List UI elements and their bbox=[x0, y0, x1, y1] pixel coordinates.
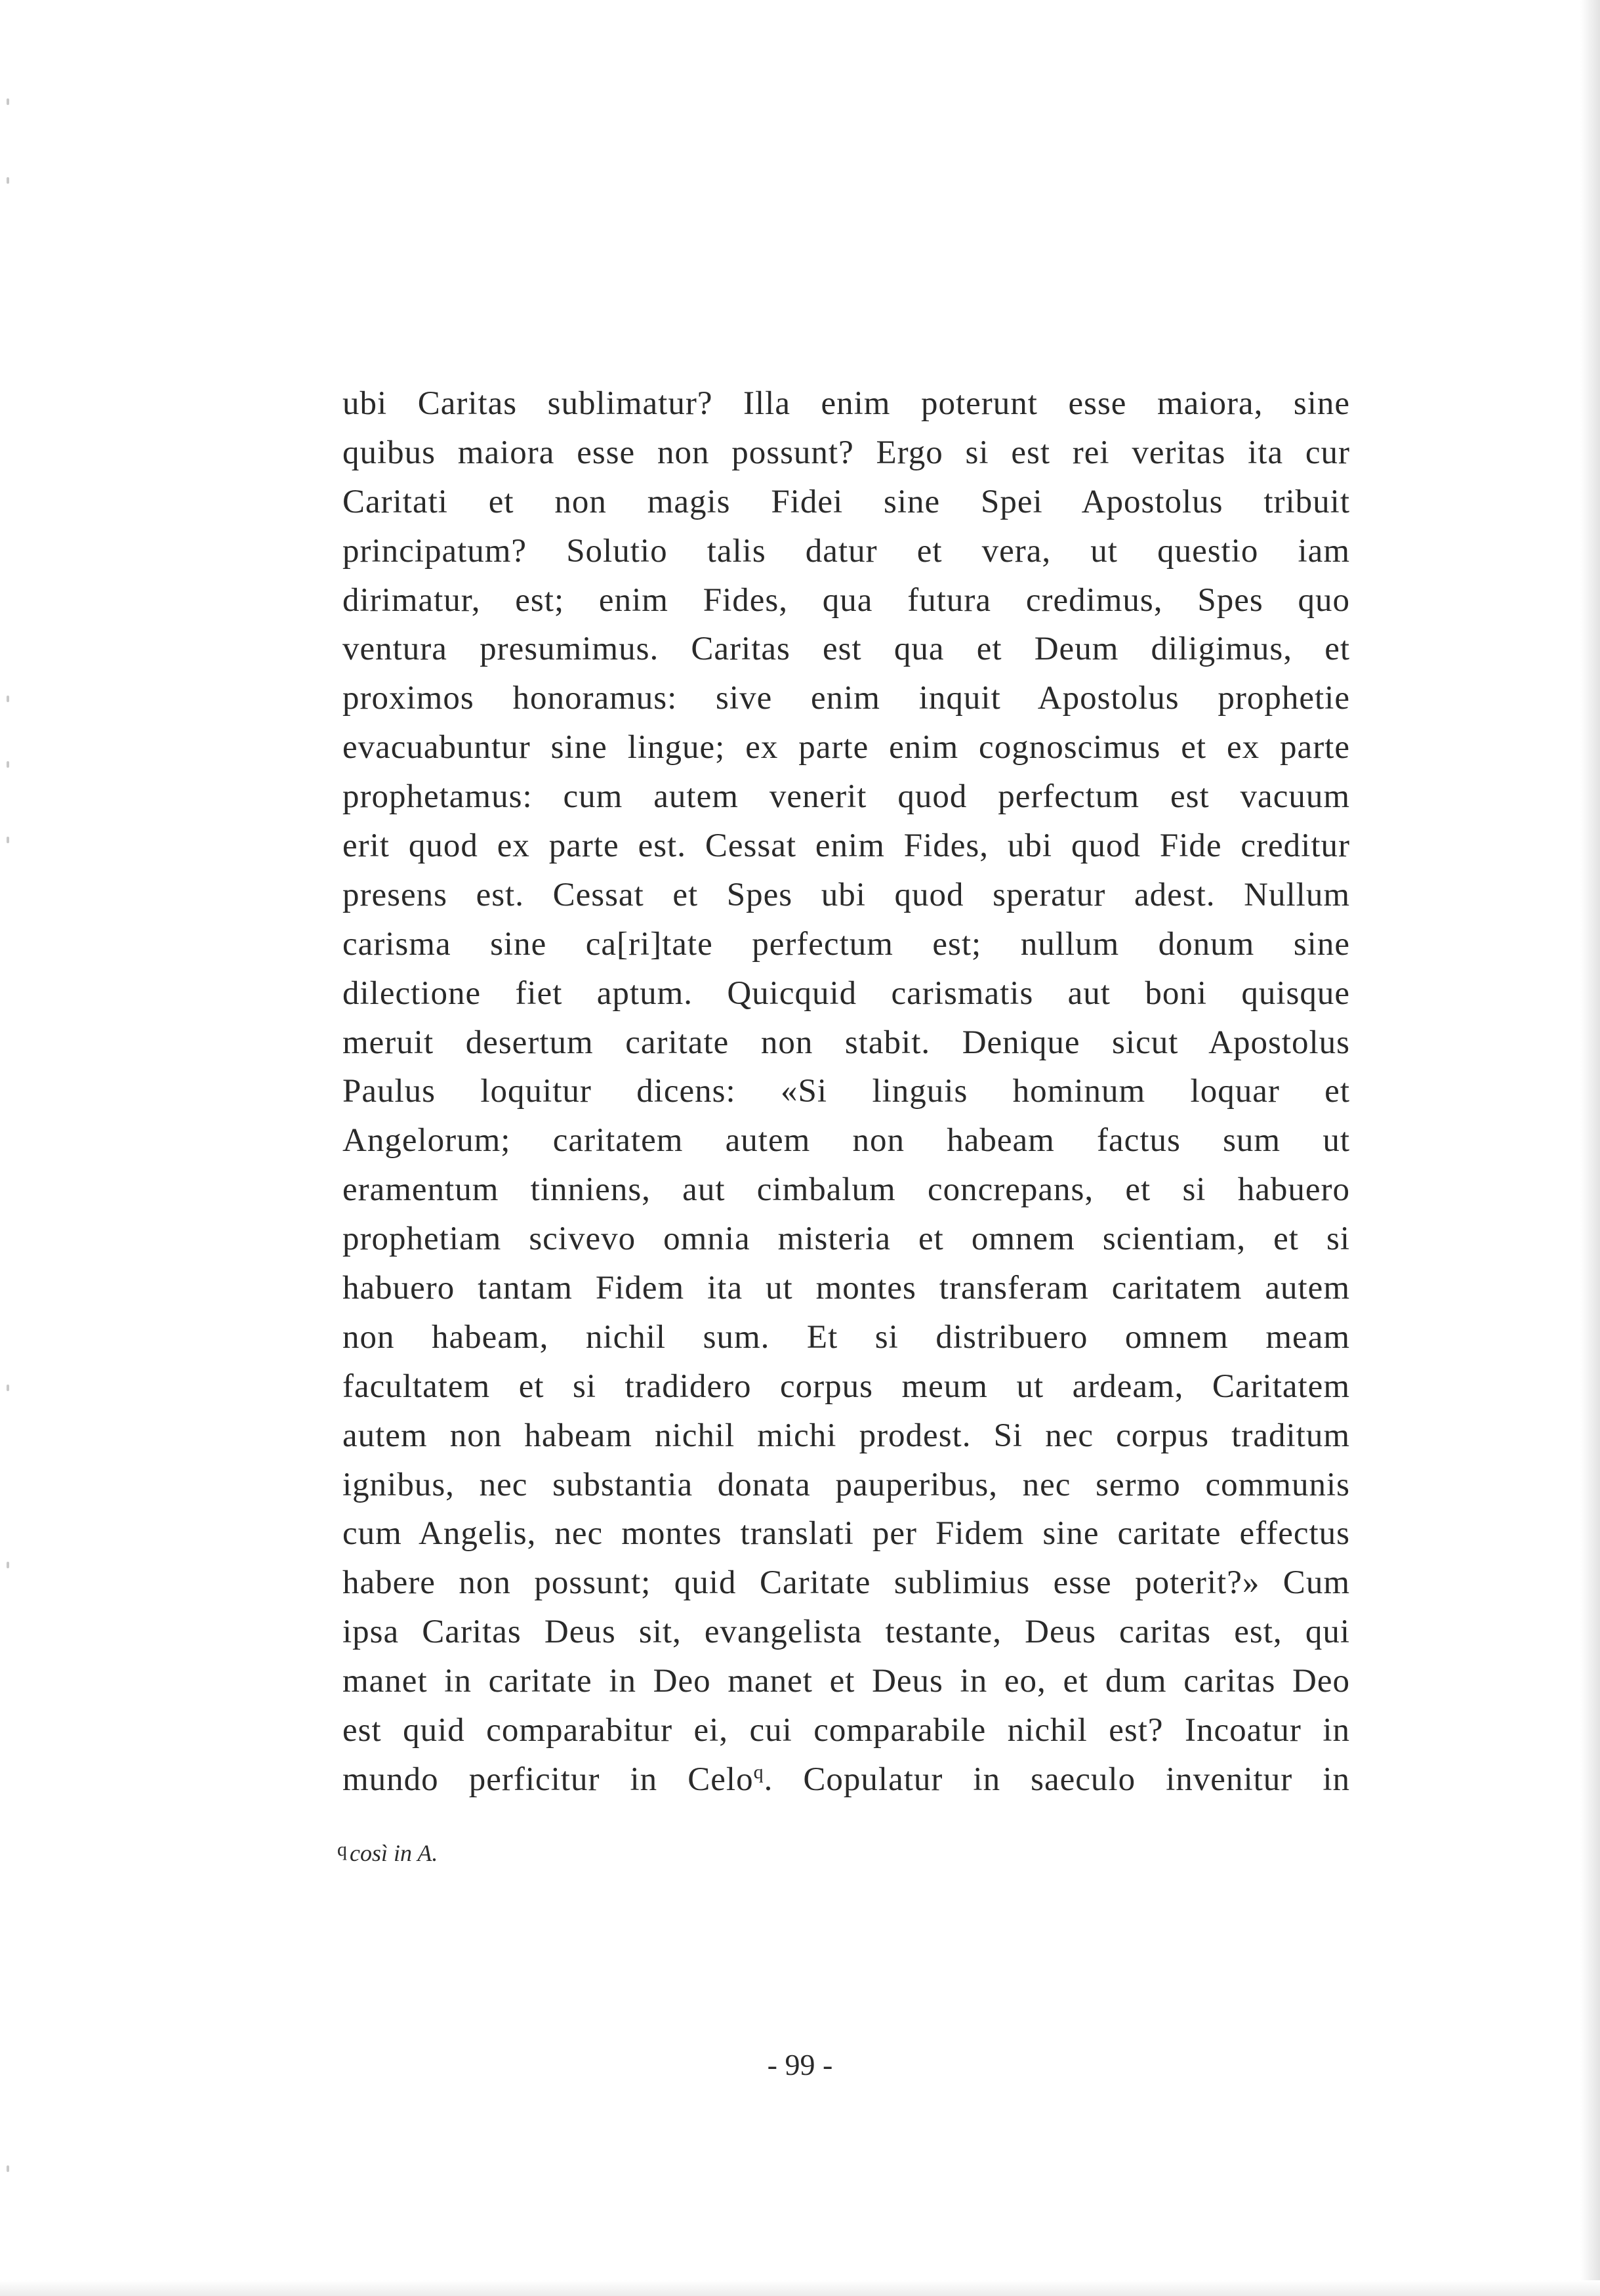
text-line-last bbox=[342, 1755, 1350, 1805]
page-bottom-shadow bbox=[0, 2280, 1600, 2296]
binding-mark bbox=[7, 761, 9, 768]
text-line: prophetiam scivevo omnia misteria et omnem scientiam, et si bbox=[342, 1221, 1350, 1258]
text-line: habere non possunt; quid Caritate sublimius esse poterit?» Cum bbox=[342, 1564, 1350, 1602]
text-line: presens est. Cessat et Spes ubi quod speratur adest. Nullum bbox=[342, 876, 1350, 913]
footnote-mark: q bbox=[337, 1839, 347, 1860]
text-line: meruit desertum caritate non stabit. Denique sicut Apostolus bbox=[342, 1024, 1350, 1061]
body-text bbox=[342, 379, 1350, 1805]
text-segment: mundo perficitur in Celo bbox=[342, 1761, 754, 1798]
text-line: dirimatur, est; enim Fides, qua futura credimus, Spes quo bbox=[342, 581, 1350, 619]
text-line: facultatem et si tradidero corpus meum ut ardeam, Caritatem bbox=[342, 1367, 1350, 1405]
text-segment: . Copulatur in saeculo invenitur in bbox=[764, 1761, 1350, 1798]
text-line: est quid comparabitur ei, cui comparabile nichil est? Incoatur in bbox=[342, 1712, 1350, 1749]
binding-mark bbox=[7, 837, 9, 843]
text-line: manet in caritate in Deo manet et Deus in eo, et dum caritas Deo bbox=[342, 1663, 1350, 1700]
binding-mark bbox=[7, 98, 9, 105]
page-edge-shadow bbox=[1580, 0, 1600, 2296]
text-line: ubi Caritas sublimatur? Illa enim poterunt esse maiora, sine bbox=[342, 385, 1350, 422]
text-line: Angelorum; caritatem autem non habeam factus sum ut bbox=[342, 1122, 1350, 1159]
text-line: ignibus, nec substantia donata pauperibus, nec sermo communis bbox=[342, 1466, 1350, 1503]
binding-mark bbox=[7, 177, 9, 184]
text-line: evacuabuntur sine lingue; ex parte enim cognoscimus et ex parte bbox=[342, 729, 1350, 766]
text-line: cum Angelis, nec montes translati per Fidem sine caritate effectus bbox=[342, 1515, 1350, 1553]
text-line: eramentum tinniens, aut cimbalum concrepans, et si habuero bbox=[342, 1171, 1350, 1209]
text-line: autem non habeam nichil michi prodest. Si nec corpus traditum bbox=[342, 1417, 1350, 1454]
text-line: ipsa Caritas Deus sit, evangelista testante, Deus caritas est, qui bbox=[342, 1614, 1350, 1651]
page-number: - 99 - bbox=[767, 2048, 833, 2081]
text-line: erit quod ex parte est. Cessat enim Fides, ubi quod Fide creditur bbox=[342, 827, 1350, 865]
text-line: carisma sine ca[ri]tate perfectum est; nullum donum sine bbox=[342, 925, 1350, 963]
text-line: quibus maiora esse non possunt? Ergo si est rei veritas ita cur bbox=[342, 434, 1350, 471]
binding-mark bbox=[7, 696, 9, 702]
text-line: Caritati et non magis Fidei sine Spei Apostolus tribuit bbox=[342, 483, 1350, 520]
text-line: ventura presumimus. Caritas est qua et Deum diligimus, et bbox=[342, 631, 1350, 668]
binding-mark bbox=[7, 2165, 9, 2172]
text-line: dilectione fiet aptum. Quicquid carismatis aut boni quisque bbox=[342, 974, 1350, 1012]
text-line: prophetamus: cum autem venerit quod perfectum est vacuum bbox=[342, 778, 1350, 816]
text-line: non habeam, nichil sum. Et si distribuero omnem meam bbox=[342, 1318, 1350, 1356]
binding-mark bbox=[7, 1385, 9, 1391]
text-line: Paulus loquitur dicens: «Si linguis hominum loquar et bbox=[342, 1073, 1350, 1110]
footnote-text: così in A. bbox=[350, 1840, 438, 1866]
text-line: proximos honoramus: sive enim inquit Apostolus prophetie bbox=[342, 680, 1350, 717]
text-line: principatum? Solutio talis datur et vera, ut questio iam bbox=[342, 532, 1350, 570]
binding-mark bbox=[7, 1562, 9, 1568]
text-line: habuero tantam Fidem ita ut montes transferam caritatem autem bbox=[342, 1270, 1350, 1307]
footnote-reference[interactable]: q bbox=[753, 1761, 764, 1783]
footnote bbox=[337, 1839, 438, 1867]
